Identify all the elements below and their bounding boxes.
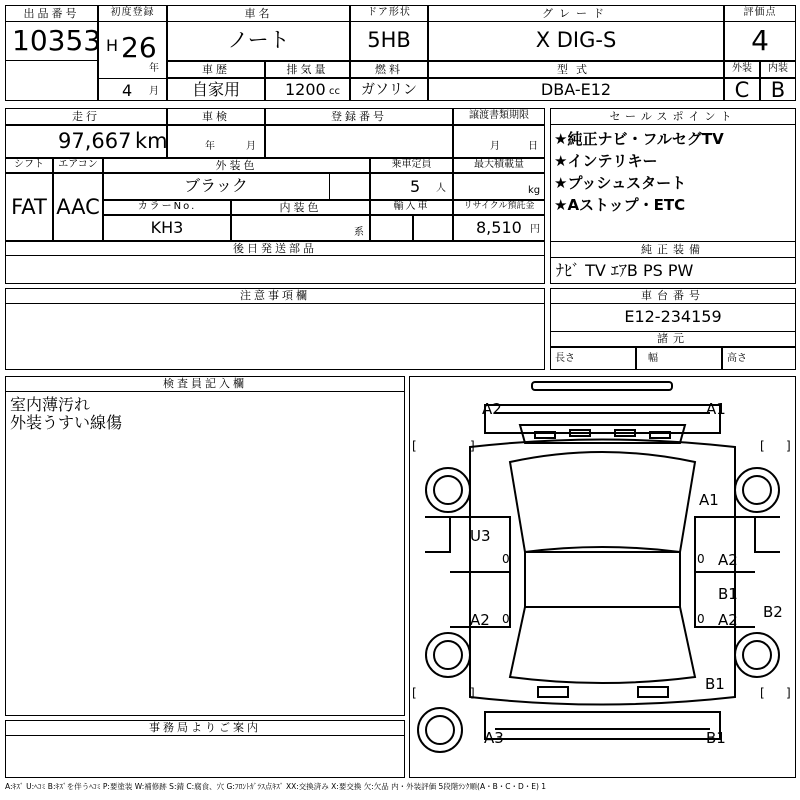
ext-color: ブラック — [184, 176, 248, 195]
transfer-day-unit: 日 — [528, 141, 538, 152]
svg-text:]: ] — [470, 439, 475, 453]
equipment-label: 純正装備 — [641, 243, 705, 256]
damage-mark: B1 — [718, 585, 738, 603]
shift-label: シフト — [14, 159, 44, 170]
svg-text:0: 0 — [697, 612, 705, 626]
inspector-label: 検査員記入欄 — [163, 377, 247, 390]
inspector-note: 室内薄汚れ — [10, 395, 91, 414]
svg-text:]: ] — [786, 686, 791, 700]
load-label: 最大積載量 — [474, 159, 524, 170]
svg-text:[: [ — [760, 439, 765, 453]
int-color-unit: 系 — [354, 227, 364, 238]
capacity-unit: 人 — [436, 183, 446, 194]
capacity-label: 乗車定員 — [391, 159, 432, 170]
transfer-month-unit: 月 — [490, 141, 500, 152]
car-outline — [410, 377, 795, 777]
chassis-number: E12-234159 — [624, 307, 722, 326]
era: H — [106, 36, 119, 55]
recycle: 8,510 — [476, 218, 522, 237]
ext-color-label: 外装色 — [215, 159, 258, 172]
damage-mark: B1 — [706, 729, 726, 747]
inspection-label: 車検 — [202, 110, 230, 123]
shift: FAT — [11, 195, 47, 219]
doors-label: ドア形状 — [367, 7, 411, 18]
capacity: 5 — [410, 177, 421, 196]
mileage-unit: km — [135, 129, 168, 153]
car-name-label: 車名 — [244, 7, 273, 20]
damage-mark: A3 — [484, 729, 504, 747]
ac-label: エアコン — [58, 159, 98, 170]
score-label: 評価点 — [743, 7, 777, 18]
height-label: 高さ — [727, 353, 747, 364]
ac: AAC — [56, 195, 100, 219]
svg-text:]: ] — [786, 439, 791, 453]
load-unit: kg — [528, 185, 541, 196]
svg-text:[: [ — [412, 439, 417, 453]
equipment: ﾅﾋﾞ TV ｴｱB PS PW — [556, 261, 694, 280]
lot-number: 10353 — [12, 24, 102, 57]
recycle-label: リサイクル預託金 — [463, 201, 535, 211]
insp-month-unit: 月 — [246, 141, 256, 152]
import-label: 輸入車 — [393, 201, 430, 212]
damage-mark: A1 — [706, 400, 726, 418]
first-reg-label: 初度登録 — [110, 7, 155, 18]
reg-no-label: 登録番号 — [331, 110, 387, 123]
month-unit: 月 — [149, 86, 159, 97]
svg-text:0: 0 — [697, 552, 705, 566]
grade: X DIG-S — [535, 28, 617, 52]
width-label: 幅 — [648, 353, 658, 364]
damage-mark: A2 — [718, 611, 738, 629]
legend: A:ｷｽﾞ U:ﾍｺﾐ B:ｷｽﾞを伴うﾍｺﾐ P:要塗装 W:補修跡 S:錆 C:腐食、穴 G:ﾌﾛﾝﾄｶﾞﾗｽ点ｷｽﾞ XX:交換済み X:要交換 欠:欠品 内・外装評価 5段階ﾗﾝｸ順(A・B・C・D・E) 1 — [5, 782, 547, 791]
color-no: KH3 — [150, 218, 184, 237]
model: DBA-E12 — [540, 80, 612, 99]
reg-year: 26 — [121, 31, 157, 64]
sales-point-item: ★純正ナビ・フルセグTV — [554, 130, 724, 148]
sales-point-item: ★インテリキー — [554, 152, 658, 170]
svg-text:0: 0 — [502, 612, 510, 626]
svg-text:]: ] — [470, 686, 475, 700]
grade-label: グレード — [542, 7, 610, 20]
length-label: 長さ — [555, 353, 575, 364]
sales-points-label: セールスポイント — [609, 110, 737, 123]
transfer-label: 譲渡書類期限 — [469, 110, 529, 121]
chassis-label: 車台番号 — [641, 289, 705, 302]
damage-mark: A2 — [482, 400, 502, 418]
mileage-label: 走行 — [72, 110, 100, 123]
mileage: 97,667 — [58, 129, 132, 153]
svg-text:[: [ — [412, 686, 417, 700]
damage-mark: A2 — [470, 611, 490, 629]
inspector-note: 外装うすい線傷 — [10, 413, 123, 432]
damage-mark: A2 — [718, 551, 738, 569]
int-color-label: 内装色 — [279, 201, 322, 214]
sales-point-item: ★Aストップ・ETC — [554, 196, 686, 214]
damage-diagram — [409, 376, 796, 778]
score: 4 — [751, 24, 769, 57]
history-label: 車歴 — [202, 63, 230, 76]
recycle-unit: 円 — [530, 224, 540, 235]
notes-label: 注意事項欄 — [240, 289, 310, 302]
dims-label: 諸元 — [657, 332, 689, 345]
svg-text:[: [ — [760, 686, 765, 700]
displacement: 1200 — [285, 80, 326, 99]
doors: 5HB — [367, 28, 411, 52]
fuel-label: 燃料 — [375, 63, 403, 76]
model-label: 型式 — [557, 63, 595, 76]
insp-year-unit: 年 — [205, 141, 215, 152]
damage-mark: A1 — [699, 491, 719, 509]
damage-mark: B1 — [705, 675, 725, 693]
year-unit: 年 — [149, 63, 159, 74]
displacement-label: 排気量 — [286, 63, 329, 76]
lot-label: 出品番号 — [23, 7, 80, 20]
interior-label: 内装 — [768, 63, 788, 74]
damage-mark: B2 — [763, 603, 783, 621]
color-no-label: カラーNo. — [137, 201, 197, 212]
car-name: ノート — [227, 28, 290, 52]
exterior-label: 外装 — [732, 63, 752, 74]
displacement-unit: cc — [329, 86, 340, 97]
exterior-grade: C — [734, 78, 750, 102]
reg-month: 4 — [122, 81, 133, 100]
history: 自家用 — [191, 80, 240, 99]
damage-mark: U3 — [470, 527, 491, 545]
office-label: 事務局よりご案内 — [149, 721, 261, 734]
later-parts-label: 後日発送部品 — [233, 242, 317, 255]
svg-text:0: 0 — [502, 552, 510, 566]
fuel: ガソリン — [361, 82, 417, 98]
sales-point-item: ★プッシュスタート — [554, 174, 687, 192]
interior-grade: B — [770, 78, 786, 102]
